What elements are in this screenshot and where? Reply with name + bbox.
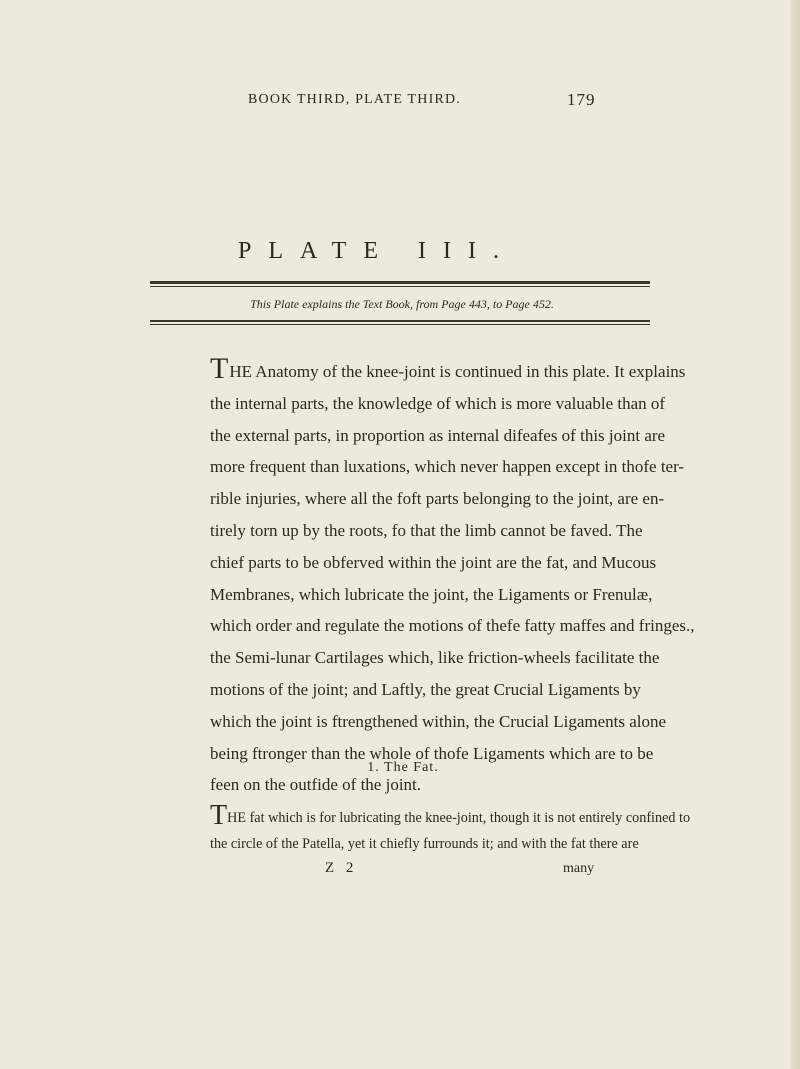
top-rule-thin [150,286,650,287]
plate-note: This Plate explains the Text Book, from Page 443, to Page 452. [250,297,554,311]
paragraph-line: chief parts to be obferved within the joint are the fat, and Mucous [210,552,657,572]
catchword: many [563,861,595,876]
paragraph-line: the external parts, in proportion as internal difeafes of this joint are [210,425,666,445]
paragraph-line: motions of the joint; and Laftly, the great Crucial Ligaments by [210,679,641,699]
paragraph-line: being ftronger than the whole of thofe Ligaments which are to be [210,743,654,763]
paragraph-line: tirely torn up by the roots, fo that the limb cannot be faved. The [210,520,643,540]
section-heading: 1. The Fat. [367,760,439,775]
signature-mark: Z 2 [325,860,358,876]
paragraph-line: which the joint is ftrengthened within, the Crucial Ligaments alone [210,711,667,731]
paragraph-line: more frequent than luxations, which never happen except in thofe ter- [210,457,685,477]
paragraph-line: the circle of the Patella, yet it chiefly furrounds it; and with the fat there are [210,836,639,852]
main-paragraph [210,352,695,801]
paragraph-line: THE fat which is for lubricating the knee-joint, though it is not entirely confined to [210,800,691,831]
paragraph-line: which order and regulate the motions of thefe fatty maffes and fringes., [210,616,695,636]
drop-cap: T [210,352,229,385]
paragraph-line: Membranes, which lubricate the joint, the Ligaments or Frenulæ, [210,584,653,604]
running-head-title: BOOK THIRD, PLATE THIRD. [248,92,462,107]
running-head [0,92,800,120]
paragraph-line: the Semi-lunar Cartilages which, like friction-wheels facilitate the [210,648,660,668]
drop-cap: T [210,800,228,831]
bottom-rule-thin [150,324,650,325]
paragraph-line: the internal parts, the knowledge of which is more valuable than of [210,393,666,413]
plate-title: PLATE III. [238,238,516,264]
paragraph-line: rible injuries, where all the foft parts belonging to the joint, are en- [210,489,665,509]
paragraph-line: THE Anatomy of the knee-joint is continued in this plate. It explains [210,352,686,385]
top-rule-thick [150,281,650,284]
paragraph-line: feen on the outfide of the joint. [210,775,422,795]
bottom-rule [150,320,650,322]
page-edge [790,0,800,1069]
second-paragraph [210,800,691,857]
page-number: 179 [567,90,596,109]
